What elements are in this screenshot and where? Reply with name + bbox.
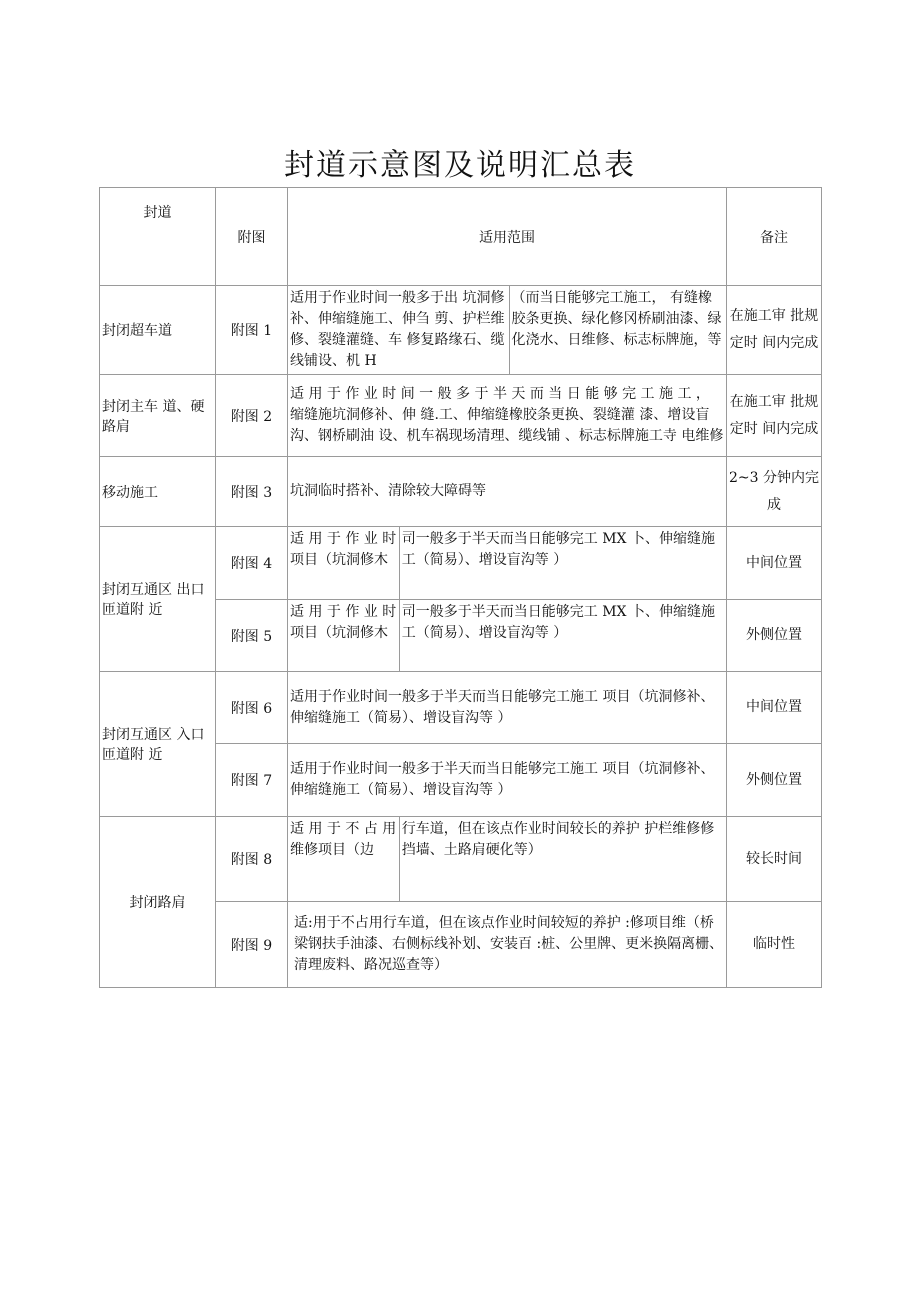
closure-summary-table — [99, 187, 822, 988]
road-type-cell: 封闭主车 道、硬路肩 — [100, 375, 216, 457]
figure-ref-cell: 附图 9 — [216, 902, 288, 988]
scope-left-text: 适 用 于 作 业 时 项目（坑洞修木 — [288, 600, 400, 671]
figure-ref-cell: 附图 7 — [216, 744, 288, 817]
scope-left-text: 适用于作业时间一般多于出 坑洞修补、伸缩缝施工、伸刍 剪、护栏维修、裂缝灌缝、车 修复路缘石、缆线铺设、机 H — [288, 286, 510, 374]
note-cell: 外侧位置 — [727, 600, 822, 672]
scope-text: 适 用 于 作 业 时 间 一 般 多 于 半 天 而 当 日 能 够 完 工 施 工 ， 缩缝施坑洞修补、伸 缝.工、伸缩缝橡胶条更换、裂缝灌 漆、增设盲沟、钢桥刷油 设、机车祸现场清理、缆线铺 、标志标牌施工寺 电维修 — [290, 386, 724, 444]
table-row — [100, 375, 822, 457]
table-row — [100, 457, 822, 527]
figure-ref-cell: 附图 4 — [216, 527, 288, 600]
scope-cell — [288, 600, 727, 672]
note-cell: 中间位置 — [727, 527, 822, 600]
scope-cell — [288, 457, 727, 527]
figure-ref-cell: 附图 6 — [216, 672, 288, 744]
note-cell: 中间位置 — [727, 672, 822, 744]
note-cell: 在施工审 批规定时 间内完成 — [727, 375, 822, 457]
header-scope: 适用范围 — [288, 188, 727, 286]
header-note: 备注 — [727, 188, 822, 286]
header-road: 封道 — [100, 188, 216, 286]
table-row — [100, 286, 822, 375]
figure-ref-cell: 附图 3 — [216, 457, 288, 527]
road-type-cell: 封闭超车道 — [100, 286, 216, 375]
table-row — [100, 527, 822, 600]
road-type-cell: 移动施工 — [100, 457, 216, 527]
note-cell: 2~3 分钟内完成 — [727, 457, 822, 527]
figure-ref-cell: 附图 8 — [216, 817, 288, 902]
scope-cell — [288, 902, 727, 988]
scope-right-text: 司一般多于半天而当日能够完工 MX 卜、伸缩缝施工（简易）、增设盲沟等 ） — [401, 531, 715, 568]
scope-left-text: 适 用 于 作 业 时 项目（坑洞修木 — [288, 527, 400, 599]
scope-cell — [288, 527, 727, 600]
header-figure: 附图 — [216, 188, 288, 286]
note-cell: 临时性 — [727, 902, 822, 988]
note-cell: 外侧位置 — [727, 744, 822, 817]
figure-ref-cell: 附图 2 — [216, 375, 288, 457]
scope-right-text: 司一般多于半天而当日能够完工 MX 卜、伸缩缝施工（简易）、增设盲沟等 ） — [401, 604, 715, 641]
scope-text: 适用于作业时间一般多于半天而当日能够完工施工 项目（坑洞修补、伸缩缝施工（简易）、增设盲沟等 ） — [290, 688, 715, 726]
road-type-cell: 封闭互通区 出口匝道附 近 — [100, 527, 216, 672]
scope-right-text: （而当日能够完工施工， 有缝橡胶条更换、绿化修冈桥刷油漆、绿化浇水、日维修、标志标牌施，等 — [511, 290, 722, 348]
scope-cell — [288, 286, 727, 375]
figure-ref-cell: 附图 5 — [216, 600, 288, 672]
table-row — [100, 672, 822, 744]
scope-text: 适用于作业时间一般多于半天而当日能够完工施工 项目（坑洞修补、伸缩缝施工（简易）、增设盲沟等 ） — [290, 761, 715, 798]
document-title: 封道示意图及说明汇总表 — [284, 148, 636, 183]
scope-text: 坑洞临时搭补、清除较大障碍等 — [290, 483, 486, 499]
figure-ref-cell: 附图 1 — [216, 286, 288, 375]
scope-right-text: 行车道，但在该点作业时间较长的养护 护栏维修修挡墙、土路肩硬化等） — [401, 821, 715, 858]
scope-cell — [288, 375, 727, 457]
scope-cell — [288, 817, 727, 902]
scope-text: 适:用于不占用行车道，但在该点作业时间较短的养护 :修项目维（桥梁钢扶手油漆、右侧标线补划、安装百 :桩、公里牌、更米换隔离栅、清理废料、路况巡查等） — [294, 915, 724, 973]
note-cell: 较长时间 — [727, 817, 822, 902]
road-type-cell: 封闭互通区 入口匝道附 近 — [100, 672, 216, 817]
table-row — [100, 817, 822, 902]
scope-cell — [288, 672, 727, 744]
scope-cell — [288, 744, 727, 817]
table-header-row — [100, 188, 822, 286]
note-cell: 在施工审 批规定时 间内完成 — [727, 286, 822, 375]
scope-left-text: 适 用 于 不 占 用 维修项目（边 — [288, 817, 400, 901]
road-type-cell: 封闭路肩 — [100, 817, 216, 988]
